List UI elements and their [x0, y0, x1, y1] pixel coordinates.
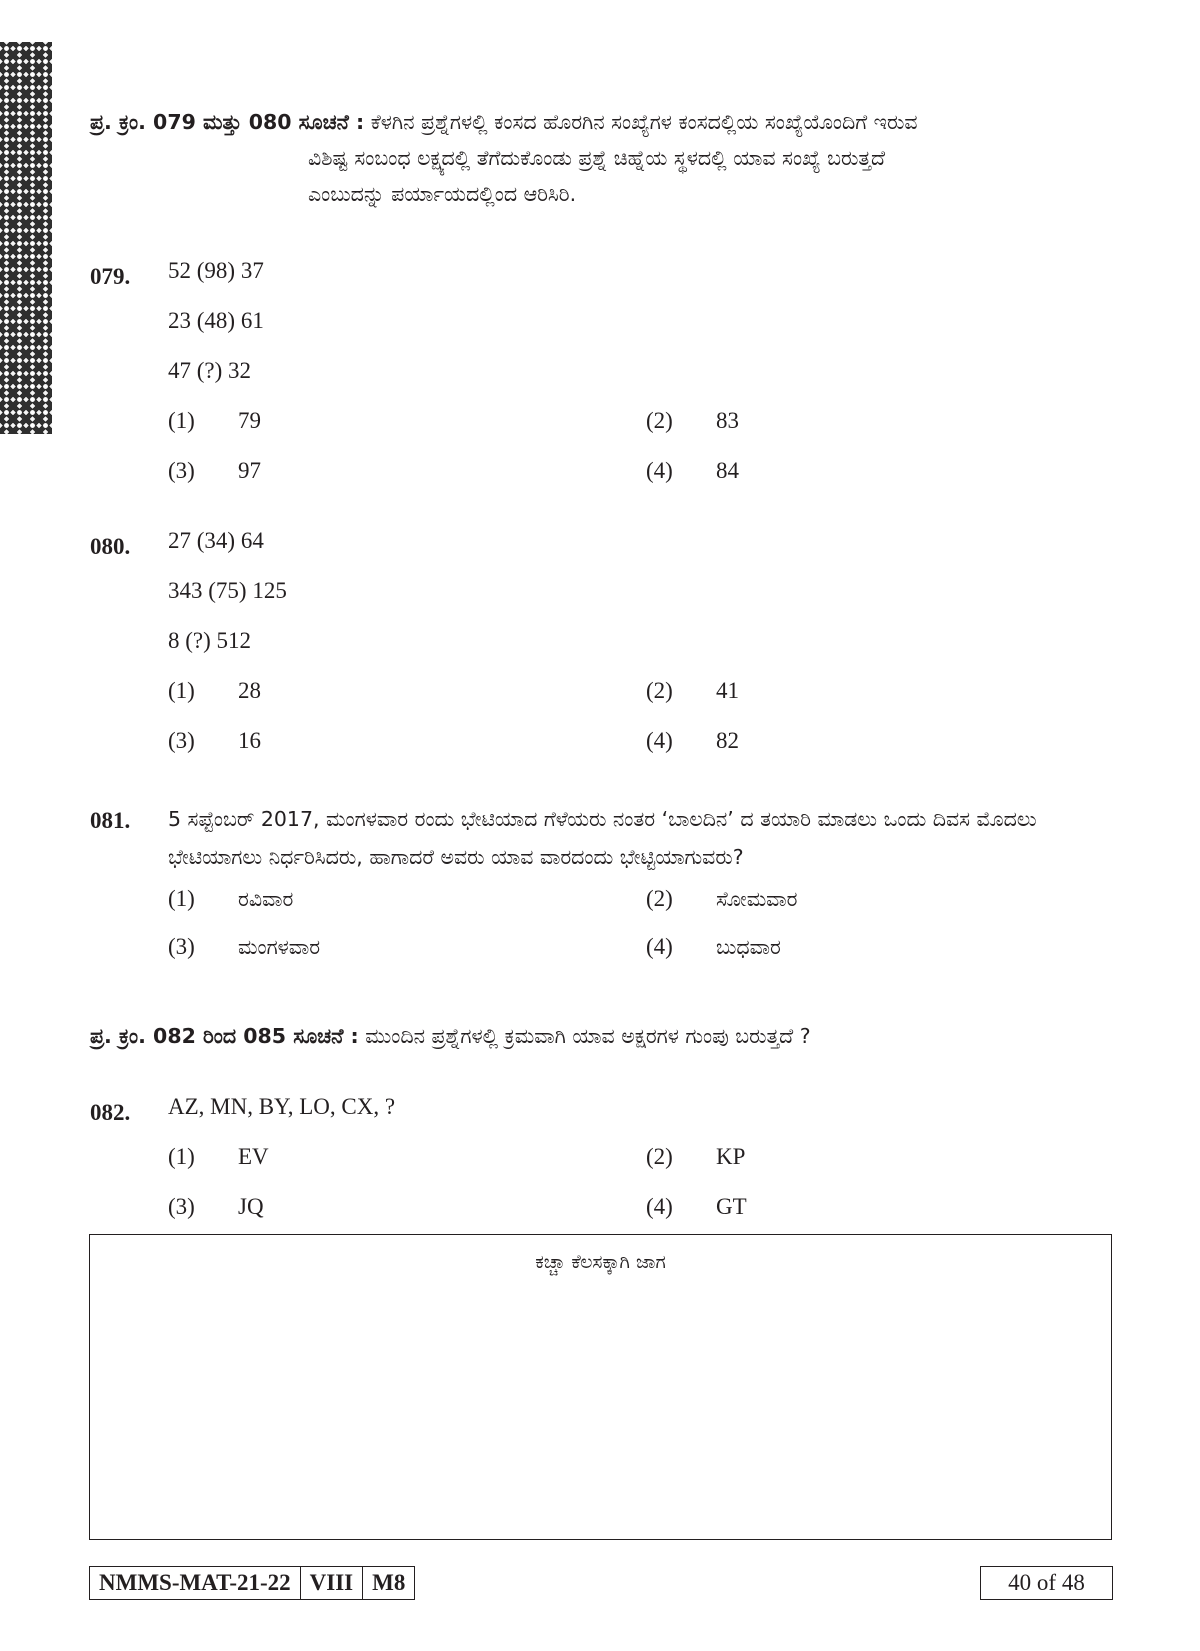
- option-2[interactable]: (2) ಸೋಮವಾರ: [646, 886, 798, 911]
- question-text: AZ, MN, BY, LO, CX, ?: [168, 1094, 396, 1119]
- exam-code: NMMS-MAT-21-22: [90, 1567, 301, 1599]
- rough-work-box: [89, 1234, 1112, 1540]
- question-line: 8 (?) 512: [168, 628, 252, 653]
- footer-code-box: [89, 1566, 415, 1600]
- instruction-lead: ಪ್ರ. ಕ್ರಂ. 079 ಮತ್ತು 080 ಸೂಚನೆ :: [90, 110, 365, 134]
- option-1[interactable]: (1) EV: [168, 1144, 269, 1169]
- option-1[interactable]: (1) ರವಿವಾರ: [168, 886, 294, 911]
- option-4[interactable]: (4) 82: [646, 728, 739, 753]
- question-line: 23 (48) 61: [168, 308, 264, 333]
- option-2[interactable]: (2) 41: [646, 678, 739, 703]
- question-number-080: 080.: [90, 534, 131, 559]
- question-line: 343 (75) 125: [168, 578, 287, 603]
- instruction-text: ಕೆಳಗಿನ ಪ್ರಶ್ನೆಗಳಲ್ಲಿ ಕಂಸದ ಹೊರಗಿನ ಸಂಖ್ಯೆಗಳ ಕಂಸದಲ್ಲಿಯ ಸಂಖ್ಯೆಯೊಂದಿಗೆ ಇರುವ: [370, 110, 918, 134]
- question-line: 27 (34) 64: [168, 528, 264, 553]
- option-1[interactable]: (1) 28: [168, 678, 261, 703]
- question-number-082: 082.: [90, 1100, 131, 1125]
- instruction-text-line3: ಎಂಬುದನ್ನು ಪರ್ಯಾಯದಲ್ಲಿಂದ ಆರಿಸಿರಿ.: [308, 182, 577, 206]
- page-number: 40 of 48: [980, 1566, 1113, 1600]
- option-4[interactable]: (4) 84: [646, 458, 739, 483]
- option-3[interactable]: (3) JQ: [168, 1194, 264, 1219]
- option-4[interactable]: (4) GT: [646, 1194, 747, 1219]
- option-4[interactable]: (4) ಬುಧವಾರ: [646, 934, 781, 959]
- question-number-081: 081.: [90, 808, 131, 833]
- decorative-border-strip: [0, 42, 52, 434]
- instruction-lead: ಪ್ರ. ಕ್ರಂ. 082 ರಿಂದ 085 ಸೂಚನೆ :: [90, 1024, 359, 1048]
- option-3[interactable]: (3) 16: [168, 728, 261, 753]
- medium-label: M8: [372, 1570, 406, 1595]
- instruction-82-85: [90, 1018, 1118, 1054]
- rough-work-title: ಕಚ್ಚಾ ಕೆಲಸಕ್ಕಾಗಿ ಜಾಗ: [535, 1251, 666, 1273]
- question-line: 47 (?) 32: [168, 358, 252, 383]
- class-label: VIII: [301, 1567, 363, 1599]
- instruction-text: ಮುಂದಿನ ಪ್ರಶ್ನೆಗಳಲ್ಲಿ ಕ್ರಮವಾಗಿ ಯಾವ ಅಕ್ಷರಗಳ ಗುಂಪು ಬರುತ್ತದೆ ?: [365, 1024, 811, 1048]
- question-number-079: 079.: [90, 264, 131, 289]
- option-2[interactable]: (2) KP: [646, 1144, 746, 1169]
- option-2[interactable]: (2) 83: [646, 408, 739, 433]
- instruction-79-80: [90, 104, 1118, 212]
- option-3[interactable]: (3) 97: [168, 458, 261, 483]
- instruction-text-line2: ವಿಶಿಷ್ಟ ಸಂಬಂಧ ಲಕ್ಷ್ಯದಲ್ಲಿ ತೆಗೆದುಕೊಂಡು ಪ್ರಶ್ನೆ ಚಿಹ್ನೆಯ ಸ್ಥಳದಲ್ಲಿ ಯಾವ ಸಂಖ್ಯೆ ಬರುತ್ತದೆ: [308, 146, 886, 170]
- question-text: 5 ಸಪ್ಟೆಂಬರ್ 2017, ಮಂಗಳವಾರ ರಂದು ಭೇಟಿಯಾದ ಗೆಳೆಯರು ನಂತರ ‘ಬಾಲದಿನ’ ದ ತಯಾರಿ ಮಾಡಲು ಒಂದು ದಿವಸ ಮೊದಲು ಭೇಟಿಯಾಗಲು ನಿರ್ಧರಿಸಿದರು, ಹಾಗಾದರೆ ಅವರು ಯಾವ ವಾರದಂದು ಭೇಟ್ಟಿಯಾಗುವರು?: [168, 807, 1037, 869]
- option-1[interactable]: (1) 79: [168, 408, 261, 433]
- question-line: 52 (98) 37: [168, 258, 264, 283]
- option-3[interactable]: (3) ಮಂಗಳವಾರ: [168, 934, 321, 959]
